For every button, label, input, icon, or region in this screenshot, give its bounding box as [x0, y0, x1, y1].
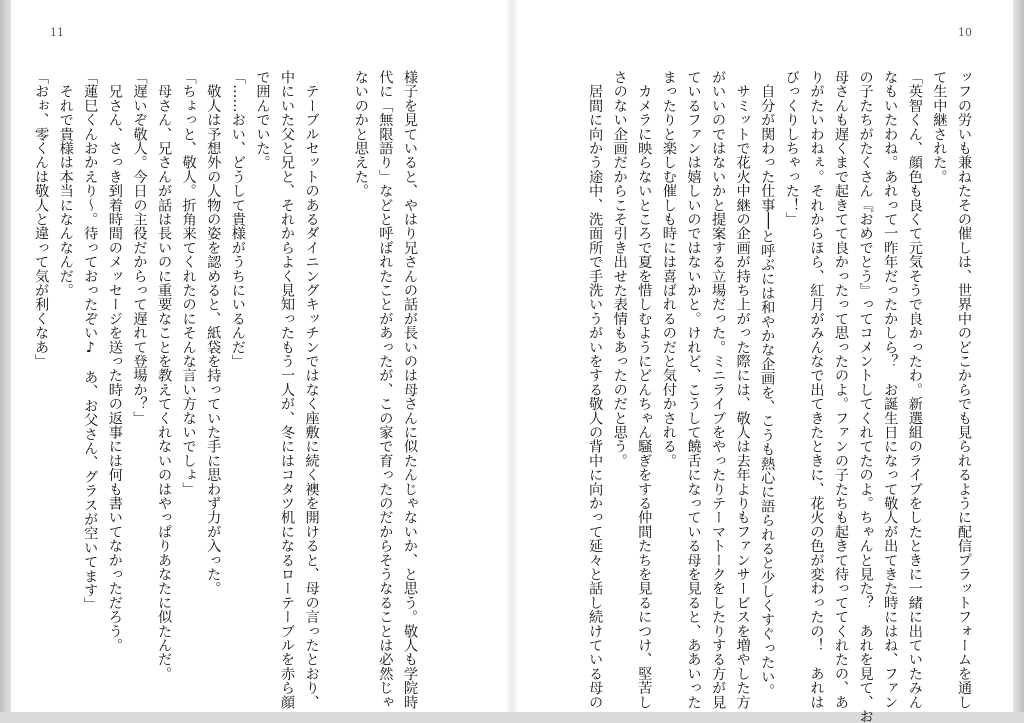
text-line: 「ちょっと、敬人。折角来てくれたのにそんな言い方ないでしょ」: [180, 70, 197, 496]
page-edge-right: [1013, 0, 1024, 712]
text-line: 兄さん、さっき到着時間のメッセージを送った時の返事には何も書いてなかっただろう。: [106, 70, 123, 653]
text-line: なもいたわね。あれって一昨年だったかしら？ お誕生日になって敬人が出てきた時にはね、ファン: [882, 70, 899, 709]
text-line: 「蓮巳くんおかえり〜。待っておったぞい♪ あ、お父さん、グラスが空いてます」: [82, 70, 99, 612]
book-gutter: [505, 0, 519, 712]
text-line: 代に「無限語り」などと呼ばれたことがあったが、この家で育ったのだからそうなることは必然じゃ: [377, 70, 394, 709]
text-line: 敬人は予想外の人物の姿を認めると、紙袋を持っていた手に思わず力が入った。: [205, 70, 222, 596]
text-line: カメラに映らないところで夏を惜しむようにどんちゃん騒ぎをする仲間たちを見るにつけ、堅苦し: [636, 70, 653, 709]
text-line: がいいのではないかと提案する立場だった。ミニライブをやったりテーマトークをしたりする方が見: [710, 70, 727, 709]
text-line: 「おぉ、零くんは敬人と違って気が利くなあ」: [33, 70, 50, 369]
right-page-text: [587, 70, 976, 723]
text-line: [324, 70, 349, 670]
left-page-text: [33, 70, 422, 709]
text-line: の子たちがたくさん『おめでとう』ってコメントしてくれてたのよ。ちゃんと見た？ あれを見て、お: [857, 70, 874, 723]
text-line: まったりと楽しむ催しも時には喜ばれるのだと気付かされる。: [660, 70, 677, 468]
text-line: 居間に向かう途中、洗面所で手洗いうがいをする敬人の背中に向かって延々と話し続けている母の: [587, 70, 604, 709]
page-edge-left: [0, 0, 11, 712]
text-line: 母さんも遅くまで起きてて良かったって思ったのよ。ファンの子たちも起きて待っててくれたの、あ: [833, 70, 850, 709]
page-number-left: 11: [50, 26, 64, 39]
text-line: ないのかと思えた。: [352, 70, 369, 198]
text-line: 「……おい、どうして貴様がうちにいるんだ」: [229, 70, 246, 369]
text-line: さのない企画だからこそ引き出せた表情もあったのだと思う。: [611, 70, 628, 468]
text-line: ッフの労いも兼ねたその催しは、世界中のどこからでも見られるように配信プラットフォームを通し: [956, 70, 972, 709]
text-line: 「英智くん、顔色も良くて元気そうで良かったわ。新選組のライブをしたときに一緒に出ていたみん: [906, 70, 923, 709]
text-line: サミットで花火中継の企画が持ち上がった際には、敬人は去年よりもファンサービスを増やした方: [734, 70, 751, 709]
text-line: 様子を見ていると、やはり兄さんの話が長いのは母さんに似たんじゃないか、と思う。敬人も学院時: [402, 70, 418, 709]
text-line: 母さん、兄さんが話は長いのに重要なことを教えてくれないのはやっぱりあなたに似たんだ。: [156, 70, 173, 681]
text-line: テーブルセットのあるダイニングキッチンではなく座敷に続く襖を開けると、母の言ったとおり、: [303, 70, 320, 709]
text-line: 自分が関わった仕事──と呼ぶには和やかな企画を、こうも熱心に語られると少しくすぐったい。: [759, 70, 776, 698]
text-line: 「遅いぞ敬人。今日の主役だからって遅れて登場か？」: [131, 70, 148, 425]
text-line: で囲んでいた。: [254, 70, 271, 170]
text-line: 中にいた父と兄と、それからよく見知ったもう一人が、冬にはコタツ机になるローテーブルを赤ら顔: [279, 70, 296, 709]
text-line: びっくりしちゃった！」: [783, 70, 800, 227]
text-line: ているファンは嬉しいのではないかと。けれど、こうして饒舌になっている母を見ると、ああいった: [685, 70, 702, 709]
page-number-right: 10: [958, 26, 972, 39]
text-line: て生中継された。: [931, 70, 948, 184]
text-line: りがたいわねぇ。それからほら、紅月がみんなで出てきたときに、花火の色が変わったの！ あれは: [808, 70, 825, 709]
text-line: それで貴様は本当になんなんだ。: [57, 70, 74, 298]
